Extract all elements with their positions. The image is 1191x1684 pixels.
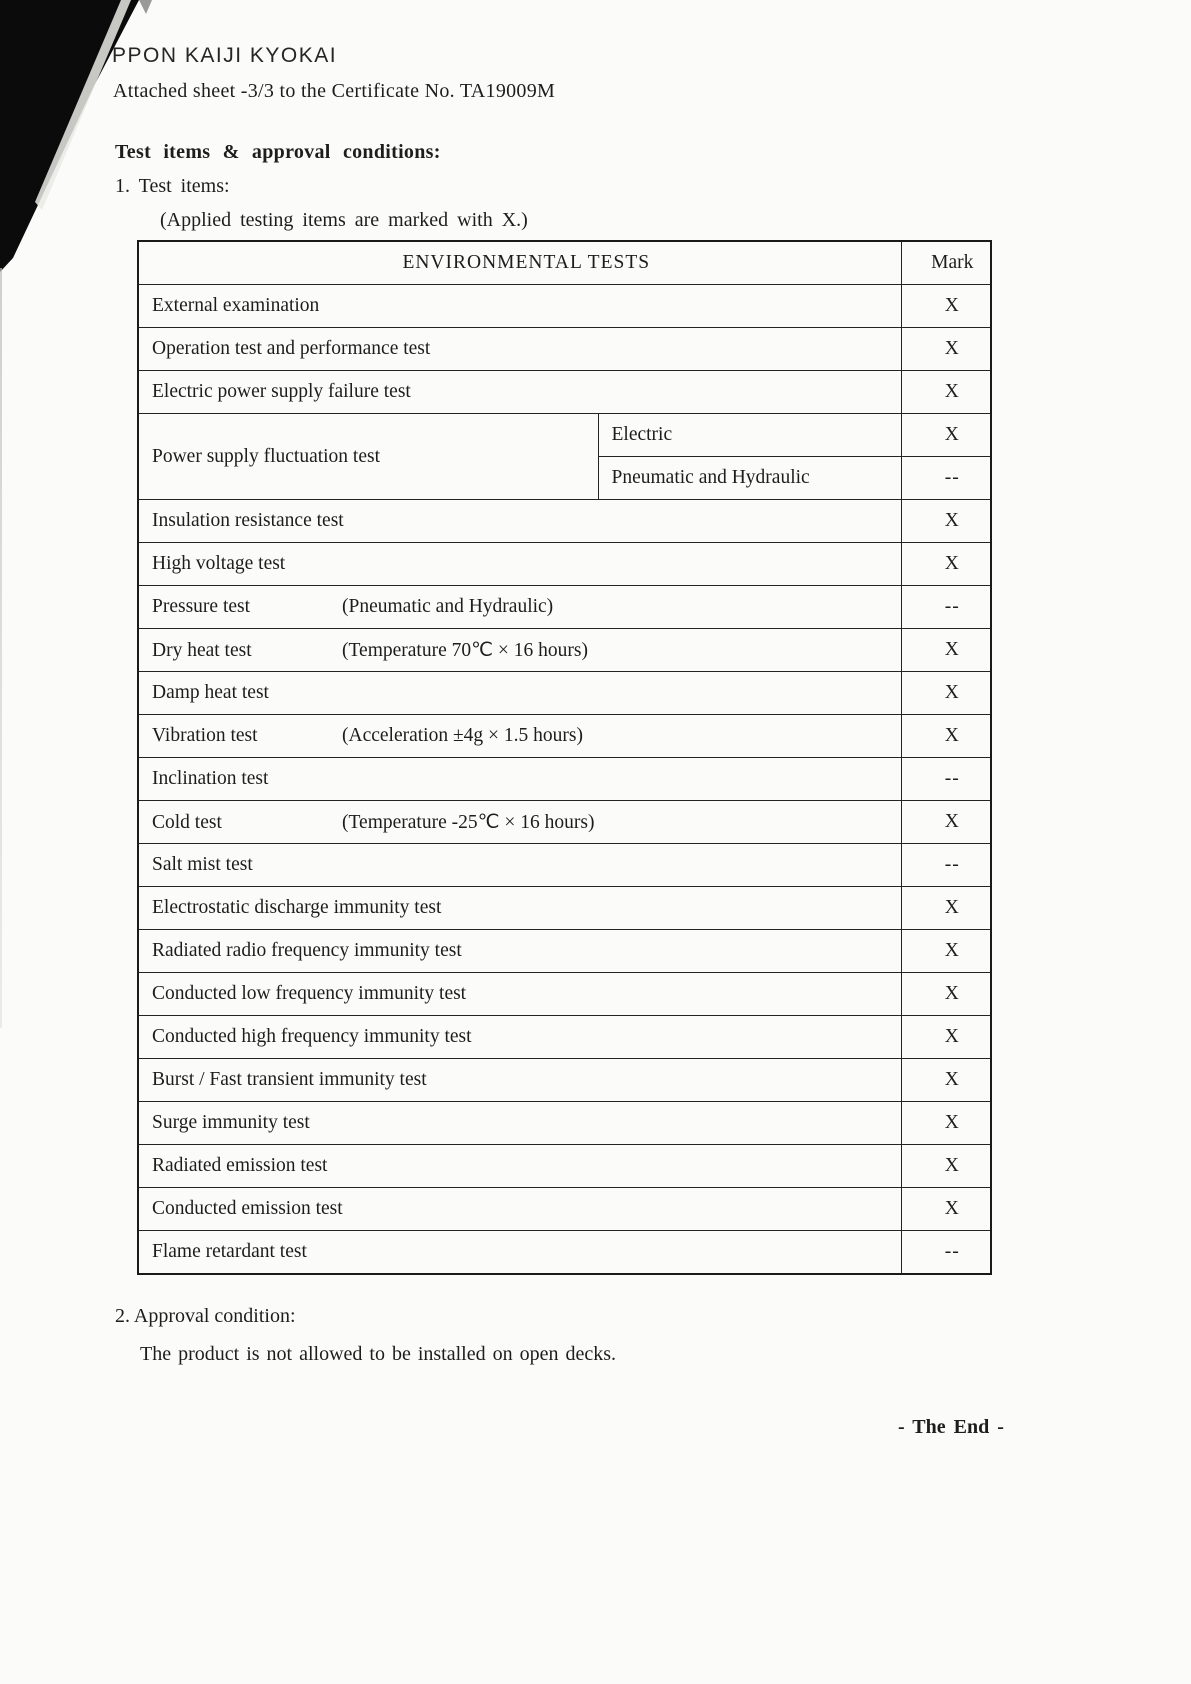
table-row <box>138 930 991 973</box>
test-name: Burst / Fast transient immunity test <box>152 1069 427 1090</box>
test-name-cell <box>138 371 901 414</box>
test-name: Conducted high frequency immunity test <box>152 1026 472 1047</box>
test-items-label: 1. Test items: <box>115 175 230 197</box>
table-row <box>138 371 991 414</box>
table-row <box>138 672 991 715</box>
mark-cell: X <box>901 328 991 371</box>
table-row <box>138 414 991 457</box>
test-name-cell <box>138 1188 901 1231</box>
section-title: Test items & approval conditions: <box>115 141 441 163</box>
mark-cell: X <box>901 930 991 973</box>
mark-cell: X <box>901 1102 991 1145</box>
mark-cell: X <box>901 1145 991 1188</box>
table-row <box>138 844 991 887</box>
test-name-cell <box>138 1059 901 1102</box>
mark-cell: -- <box>901 1231 991 1275</box>
mark-cell: X <box>901 414 991 457</box>
mark-cell: -- <box>901 586 991 629</box>
table-row <box>138 1145 991 1188</box>
test-name: High voltage test <box>152 553 286 574</box>
mark-cell: X <box>901 371 991 414</box>
table-row <box>138 1188 991 1231</box>
test-name-cell <box>138 1145 901 1188</box>
test-name: External examination <box>152 295 320 316</box>
test-name-cell <box>138 844 901 887</box>
test-items-note: (Applied testing items are marked with X.) <box>160 209 528 231</box>
test-name: Damp heat test <box>152 682 269 703</box>
mark-cell: -- <box>901 457 991 500</box>
test-name: Conducted low frequency immunity test <box>152 983 467 1004</box>
table-header-row <box>138 241 991 285</box>
table-row <box>138 500 991 543</box>
table-row <box>138 801 991 844</box>
test-name-cell <box>138 672 901 715</box>
test-name-cell <box>138 543 901 586</box>
table-row <box>138 328 991 371</box>
mark-cell: X <box>901 1016 991 1059</box>
test-name: Dry heat test <box>152 640 252 661</box>
mark-cell: X <box>901 672 991 715</box>
test-name-cell <box>138 973 901 1016</box>
test-name: Flame retardant test <box>152 1241 307 1262</box>
mark-cell: X <box>901 715 991 758</box>
mark-cell: -- <box>901 758 991 801</box>
table-row <box>138 715 991 758</box>
test-name-cell <box>138 1016 901 1059</box>
table-row <box>138 887 991 930</box>
approval-condition-text: The product is not allowed to be installed on open decks. <box>140 1343 617 1365</box>
test-name: Inclination test <box>152 768 269 789</box>
mark-cell: X <box>901 1188 991 1231</box>
test-detail: (Temperature 70℃ × 16 hours) <box>342 640 588 661</box>
test-name: Vibration test <box>152 725 258 746</box>
test-name-cell <box>138 285 901 328</box>
test-name: Radiated emission test <box>152 1155 328 1176</box>
table-header-tests: ENVIRONMENTAL TESTS <box>138 241 901 285</box>
test-name-cell <box>138 328 901 371</box>
mark-cell: -- <box>901 844 991 887</box>
environmental-tests-table <box>137 240 992 1275</box>
test-name-cell <box>138 758 901 801</box>
test-name-cell <box>138 930 901 973</box>
scan-edge-line <box>0 268 2 1028</box>
mark-cell: X <box>901 543 991 586</box>
test-name-cell <box>138 500 901 543</box>
test-name-cell <box>138 629 901 672</box>
mark-cell: X <box>901 801 991 844</box>
test-name-cell <box>138 801 901 844</box>
table-row <box>138 1102 991 1145</box>
table-row <box>138 1016 991 1059</box>
table-row <box>138 629 991 672</box>
test-name-cell <box>138 586 901 629</box>
test-name: Electrostatic discharge immunity test <box>152 897 442 918</box>
mark-cell: X <box>901 285 991 328</box>
table-row <box>138 285 991 328</box>
test-name-cell <box>138 1231 901 1275</box>
test-name: Operation test and performance test <box>152 338 431 359</box>
attached-sheet-line: Attached sheet -3/3 to the Certificate No. TA19009M <box>113 80 556 102</box>
table-row <box>138 543 991 586</box>
approval-condition-label: 2. Approval condition: <box>115 1305 296 1327</box>
test-detail: (Acceleration ±4g × 1.5 hours) <box>342 725 583 746</box>
test-name-cell <box>138 715 901 758</box>
end-marker: - The End - <box>898 1416 1004 1438</box>
table-row <box>138 758 991 801</box>
test-name-cell <box>138 1102 901 1145</box>
tests-table-body <box>138 241 991 1274</box>
mark-cell: X <box>901 973 991 1016</box>
test-name: Pressure test <box>152 596 251 617</box>
table-row <box>138 586 991 629</box>
test-name: Radiated radio frequency immunity test <box>152 940 462 961</box>
test-name: Salt mist test <box>152 854 253 875</box>
test-name: Insulation resistance test <box>152 510 344 531</box>
table-row <box>138 973 991 1016</box>
test-detail: (Temperature -25℃ × 16 hours) <box>342 812 595 833</box>
mark-cell: X <box>901 1059 991 1102</box>
test-name-cell <box>138 887 901 930</box>
organization-name: PPON KAIJI KYOKAI <box>112 44 338 67</box>
test-name: Conducted emission test <box>152 1198 343 1219</box>
test-name: Surge immunity test <box>152 1112 310 1133</box>
test-detail: (Pneumatic and Hydraulic) <box>342 596 554 617</box>
mark-cell: X <box>901 887 991 930</box>
test-subrow-label: Pneumatic and Hydraulic <box>598 457 901 500</box>
test-name-cell: Power supply fluctuation test <box>138 414 598 500</box>
table-header-mark: Mark <box>901 241 991 285</box>
test-name: Electric power supply failure test <box>152 381 411 402</box>
table-row <box>138 1059 991 1102</box>
test-name: Cold test <box>152 812 222 833</box>
mark-cell: X <box>901 500 991 543</box>
test-subrow-label: Electric <box>598 414 901 457</box>
table-row <box>138 1231 991 1275</box>
mark-cell: X <box>901 629 991 672</box>
